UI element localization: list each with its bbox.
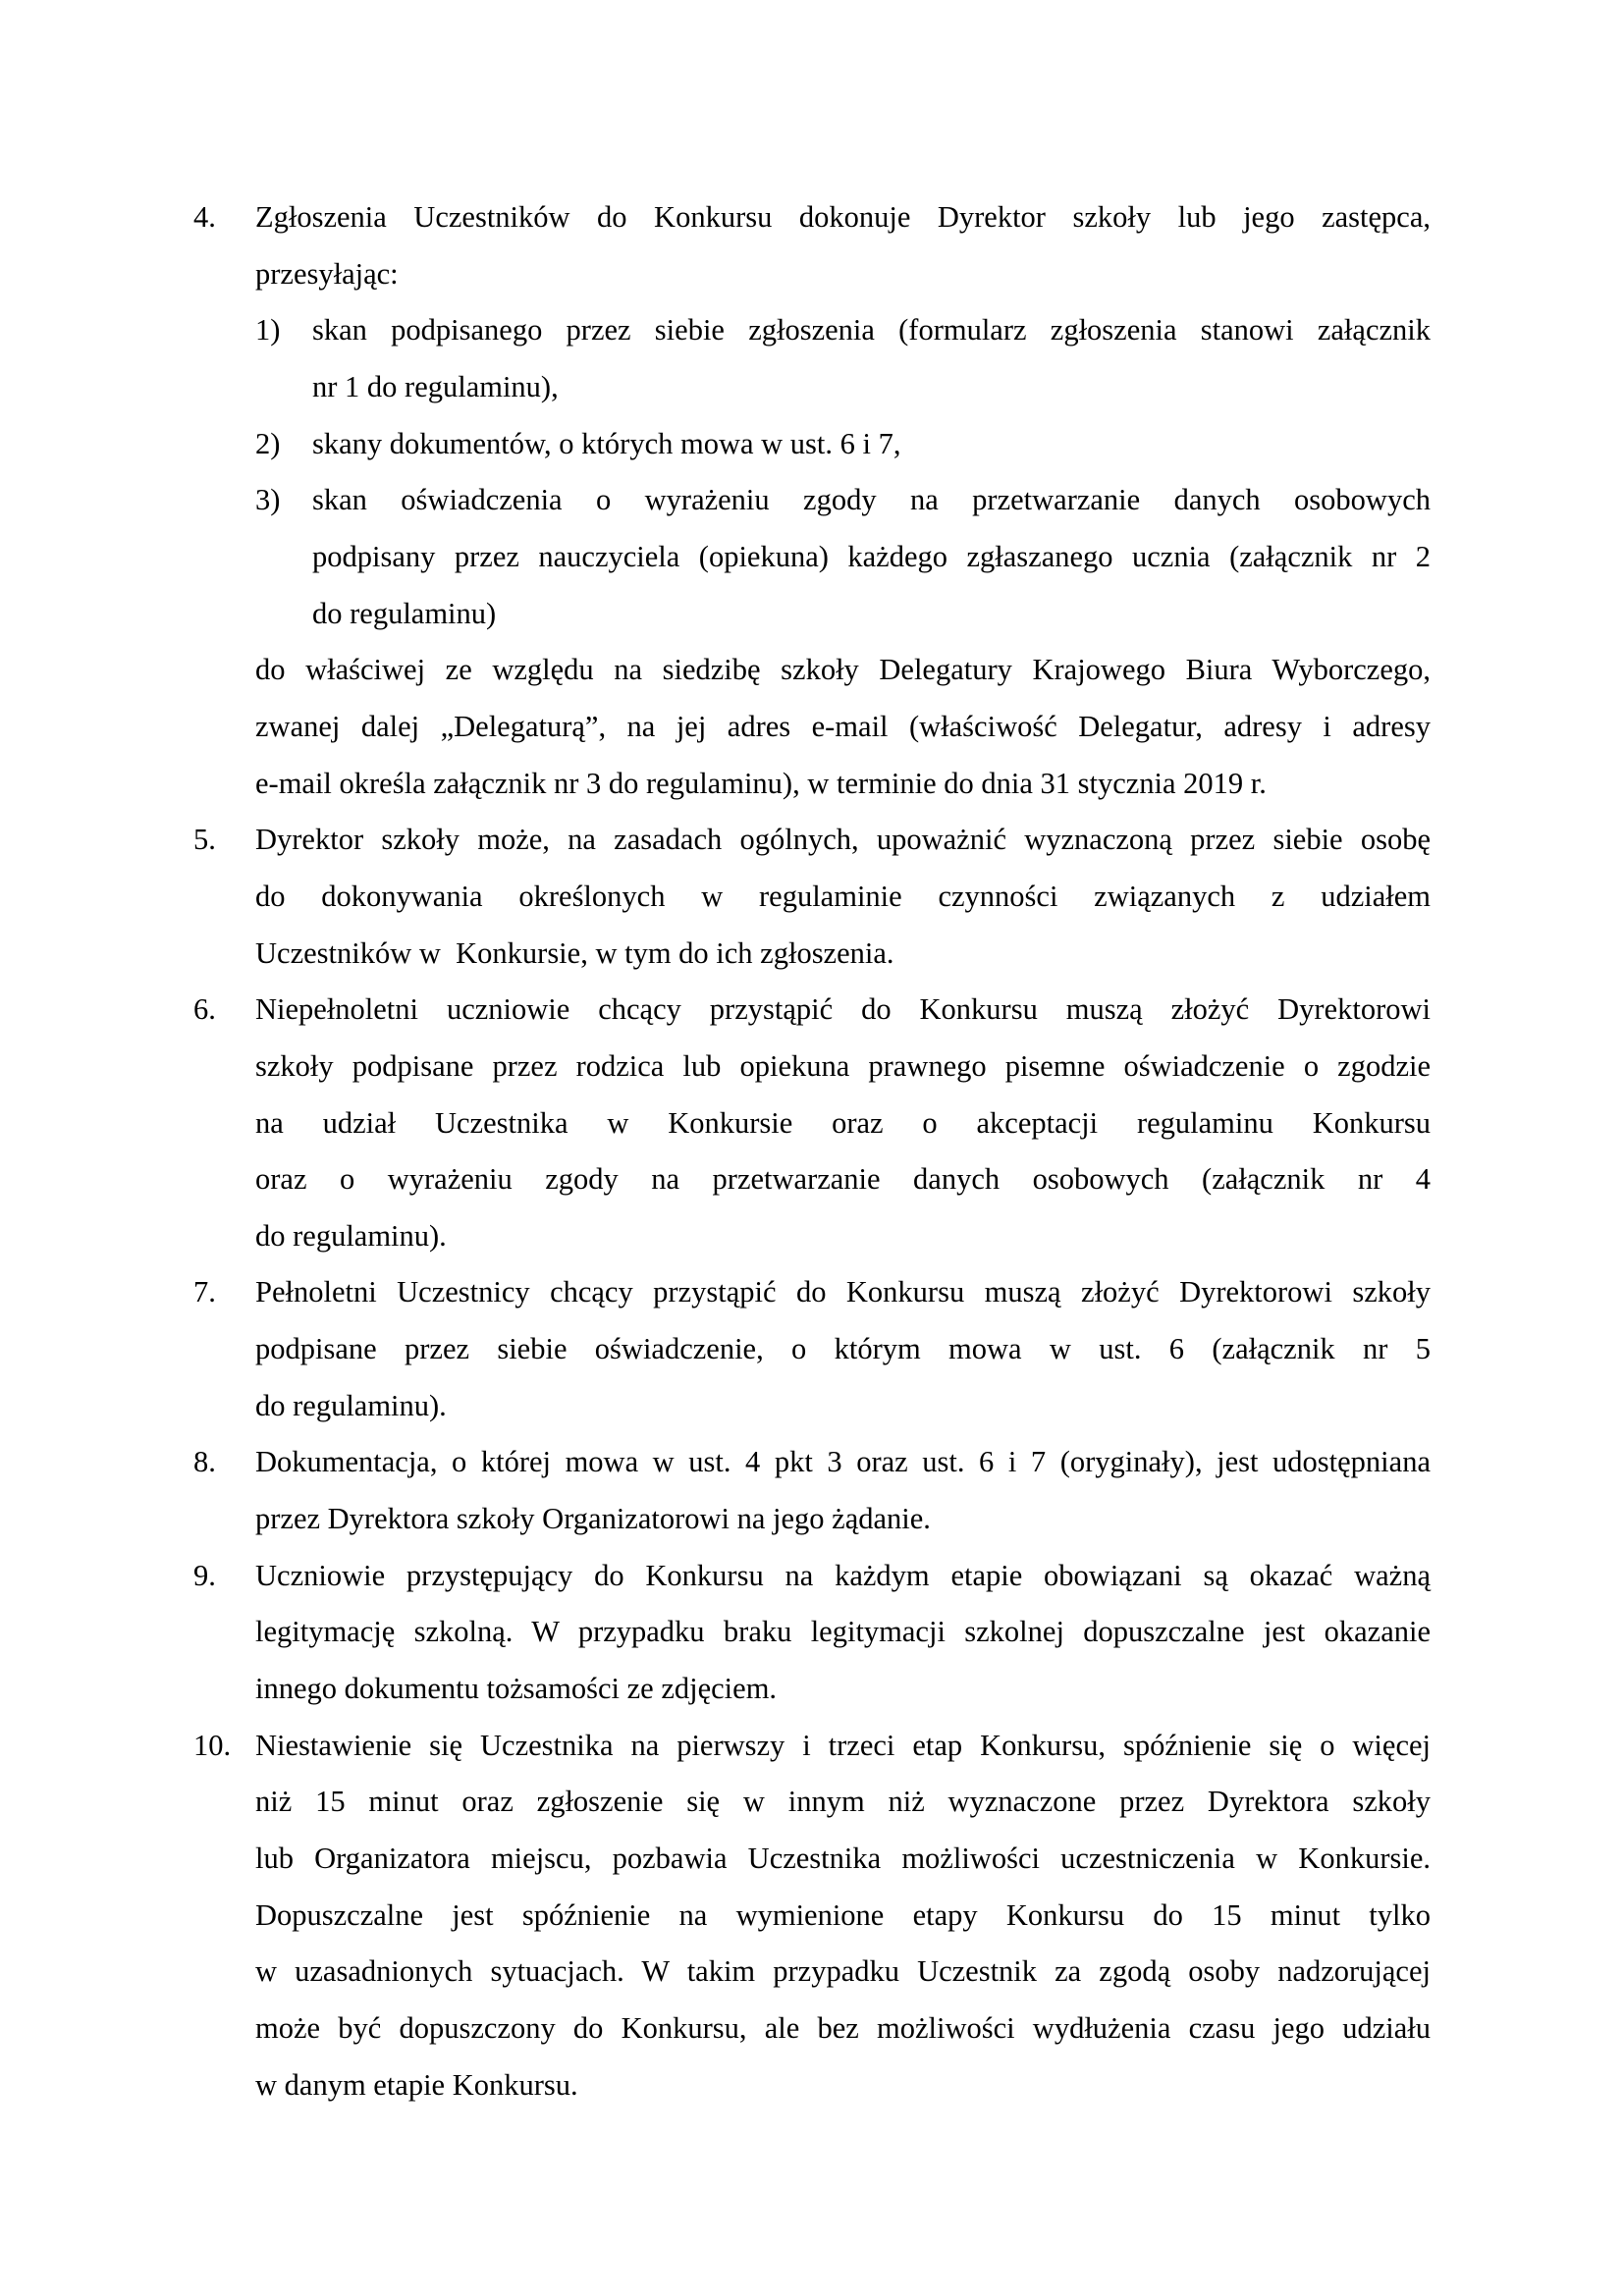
text-line: Uczniowie przystępujący do Konkursu na każdym etapie obowiązani są okazać ważną <box>255 1558 1431 1592</box>
text-line: przez Dyrektora szkoły Organizatorowi na jego żądanie. <box>255 1502 931 1536</box>
text-line: w danym etapie Konkursu. <box>255 2067 578 2102</box>
text-line: lub Organizatora miejscu, pozbawia Uczestnika możliwości uczestniczenia w Konkursie. <box>255 1842 1431 1876</box>
text-line: podpisany przez nauczyciela (opiekuna) każdego zgłaszanego ucznia (załącznik nr 2 <box>312 539 1431 573</box>
item-body <box>255 189 1431 302</box>
item-number: 7. <box>193 1275 216 1309</box>
list-item <box>193 189 1431 302</box>
sub-list-item <box>255 302 1431 415</box>
sub-list-item <box>255 416 1431 473</box>
text-line: skan podpisanego przez siebie zgłoszenia (formularz zgłoszenia stanowi załącznik <box>312 313 1431 347</box>
item-body <box>312 416 1431 473</box>
item-number: 6. <box>193 992 216 1027</box>
text-line: może być dopuszczony do Konkursu, ale bez możliwości wydłużenia czasu jego udziału <box>255 2011 1431 2045</box>
text-line: do regulaminu). <box>255 1218 447 1253</box>
item-number: 2) <box>255 426 281 460</box>
list-item <box>193 1264 1431 1434</box>
text-line: Dokumentacja, o której mowa w ust. 4 pkt 3 oraz ust. 6 i 7 (oryginały), jest udostępniana <box>255 1445 1431 1479</box>
text-line: zwanej dalej „Delegaturą”, na jej adres e-mail (właściwość Delegatur, adresy i adresy <box>255 709 1431 743</box>
text-line: Dopuszczalne jest spóźnienie na wymienione etapy Konkursu do 15 minut tylko <box>255 1897 1431 1932</box>
text-line: innego dokumentu tożsamości ze zdjęciem. <box>255 1672 778 1706</box>
item-body <box>312 472 1431 642</box>
item-body <box>255 1434 1431 1547</box>
item-body <box>255 812 1431 982</box>
text-line: e-mail określa załącznik nr 3 do regulaminu), w terminie do dnia 31 stycznia 2019 r. <box>255 766 1267 800</box>
list-item <box>193 1548 1431 1718</box>
item-number: 3) <box>255 483 281 517</box>
text-line: do właściwej ze względu na siedzibę szkoły Delegatury Krajowego Biura Wyborczego, <box>255 653 1431 687</box>
text-line: Pełnoletni Uczestnicy chcący przystąpić do Konkursu muszą złożyć Dyrektorowi szkoły <box>255 1275 1431 1309</box>
text-line: na udział Uczestnika w Konkursie oraz o akceptacji regulaminu Konkursu <box>255 1105 1431 1140</box>
text-line: przesyłając: <box>255 256 399 291</box>
regulation-list <box>193 189 1431 2113</box>
list-item <box>193 1434 1431 1547</box>
text-line: Uczestników w Konkursie, w tym do ich zgłoszenia. <box>255 935 894 970</box>
item-number: 9. <box>193 1558 216 1592</box>
text-line: Niepełnoletni uczniowie chcący przystąpić do Konkursu muszą złożyć Dyrektorowi <box>255 992 1431 1027</box>
text-line: podpisane przez siebie oświadczenie, o którym mowa w ust. 6 (załącznik nr 5 <box>255 1332 1431 1366</box>
item-body <box>255 982 1431 1264</box>
text-line: Zgłoszenia Uczestników do Konkursu dokonuje Dyrektor szkoły lub jego zastępca, <box>255 200 1431 234</box>
item-number: 1) <box>255 313 281 347</box>
item-body <box>255 642 1431 812</box>
text-line: do regulaminu) <box>312 596 497 630</box>
list-item <box>193 812 1431 982</box>
text-line: skan oświadczenia o wyrażeniu zgody na przetwarzanie danych osobowych <box>312 483 1431 517</box>
list-item <box>193 1718 1431 2114</box>
text-line: szkoły podpisane przez rodzica lub opiekuna prawnego pisemne oświadczenie o zgodzie <box>255 1048 1431 1083</box>
sub-list-item <box>255 472 1431 642</box>
text-line: nr 1 do regulaminu), <box>312 369 559 403</box>
text-line: w uzasadnionych sytuacjach. W takim przypadku Uczestnik za zgodą osoby nadzorującej <box>255 1954 1431 1989</box>
text-line: Niestawienie się Uczestnika na pierwszy i trzeci etap Konkursu, spóźnienie się o więcej <box>255 1728 1431 1762</box>
text-line: oraz o wyrażeniu zgody na przetwarzanie danych osobowych (załącznik nr 4 <box>255 1162 1431 1197</box>
item-body <box>255 1548 1431 1718</box>
text-line: Dyrektor szkoły może, na zasadach ogólnych, upoważnić wyznaczoną przez siebie osobę <box>255 823 1431 857</box>
continuation-paragraph <box>255 642 1431 812</box>
text-line: do regulaminu). <box>255 1388 447 1422</box>
item-number: 8. <box>193 1445 216 1479</box>
item-body <box>312 302 1431 415</box>
text-line: niż 15 minut oraz zgłoszenie się w innym niż wyznaczone przez Dyrektora szkoły <box>255 1785 1431 1819</box>
text-line: legitymację szkolną. W przypadku braku legitymacji szkolnej dopuszczalne jest okazanie <box>255 1615 1431 1649</box>
item-number: 4. <box>193 200 216 234</box>
text-line: skany dokumentów, o których mowa w ust. 6 i 7, <box>312 426 901 460</box>
item-number: 5. <box>193 823 216 857</box>
item-body <box>255 1264 1431 1434</box>
item-body <box>255 1718 1431 2114</box>
item-number: 10. <box>193 1728 232 1762</box>
list-item <box>193 982 1431 1264</box>
text-line: do dokonywania określonych w regulaminie czynności związanych z udziałem <box>255 879 1431 913</box>
